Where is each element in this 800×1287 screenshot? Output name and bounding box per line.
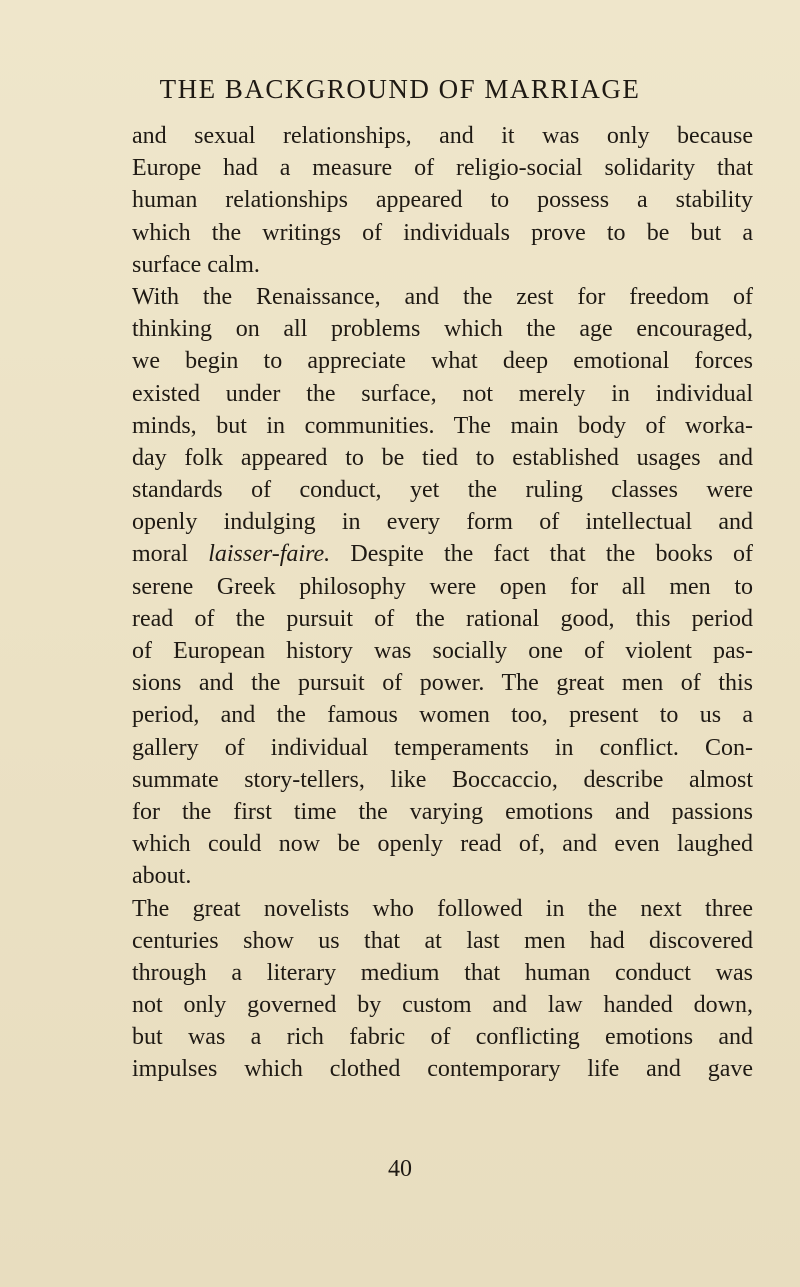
- text-line: not only governed by custom and law handed down,: [132, 992, 753, 1019]
- body-text: [132, 120, 753, 1086]
- text-line: With the Renaissance, and the zest for freedom of: [132, 283, 753, 310]
- text-line: of European history was socially one of violent pas-: [132, 638, 753, 664]
- running-head: THE BACKGROUND OF MARRIAGE: [159, 74, 641, 104]
- text-line: period, and the famous women too, present to us a: [132, 702, 753, 729]
- text-line: through a literary medium that human conduct was: [132, 959, 753, 986]
- text-line: summate story-tellers, like Boccaccio, describe almost: [132, 766, 753, 793]
- text-line: which could now be openly read of, and even laughed: [132, 831, 753, 858]
- text-line: human relationships appeared to possess a stability: [132, 187, 753, 214]
- text-line: impulses which clothed contemporary life and gave: [132, 1056, 753, 1083]
- text-line: The great novelists who followed in the next three: [132, 895, 753, 922]
- text-line: Europe had a measure of religio-social solidarity that: [132, 155, 753, 182]
- text-line: centuries show us that at last men had discovered: [132, 927, 753, 954]
- text-line: openly indulging in every form of intellectual and: [132, 509, 753, 536]
- text-line-with-italic: [132, 538, 753, 570]
- text-line: gallery of individual temperaments in conflict. Con-: [132, 734, 753, 761]
- text-line: standards of conduct, yet the ruling classes were: [132, 477, 753, 504]
- text-line: serene Greek philosophy were open for all men to: [132, 573, 753, 600]
- italic-phrase: laisser-faire.: [208, 541, 331, 568]
- text-line: we begin to appreciate what deep emotional forces: [132, 348, 753, 375]
- text-line: sions and the pursuit of power. The great men of this: [132, 670, 753, 697]
- text-line: which the writings of individuals prove to be but a: [132, 219, 753, 246]
- text-line: about.: [132, 863, 192, 890]
- text-line: but was a rich fabric of conflicting emotions and: [132, 1024, 753, 1051]
- text-line: surface calm.: [132, 251, 260, 278]
- text-line: existed under the surface, not merely in individual: [132, 380, 753, 407]
- text-segment: moral: [132, 541, 209, 568]
- text-line: for the first time the varying emotions and passions: [132, 798, 753, 825]
- text-line: and sexual relationships, and it was only because: [132, 123, 753, 149]
- text-line: thinking on all problems which the age encouraged,: [132, 316, 753, 343]
- text-line: day folk appeared to be tied to established usages and: [132, 444, 753, 471]
- text-line: read of the pursuit of the rational good, this period: [132, 605, 753, 632]
- text-line: minds, but in communities. The main body of worka-: [132, 412, 753, 439]
- text-segment: Despite the fact that the books of: [330, 541, 753, 568]
- page-number: 40: [388, 1156, 412, 1182]
